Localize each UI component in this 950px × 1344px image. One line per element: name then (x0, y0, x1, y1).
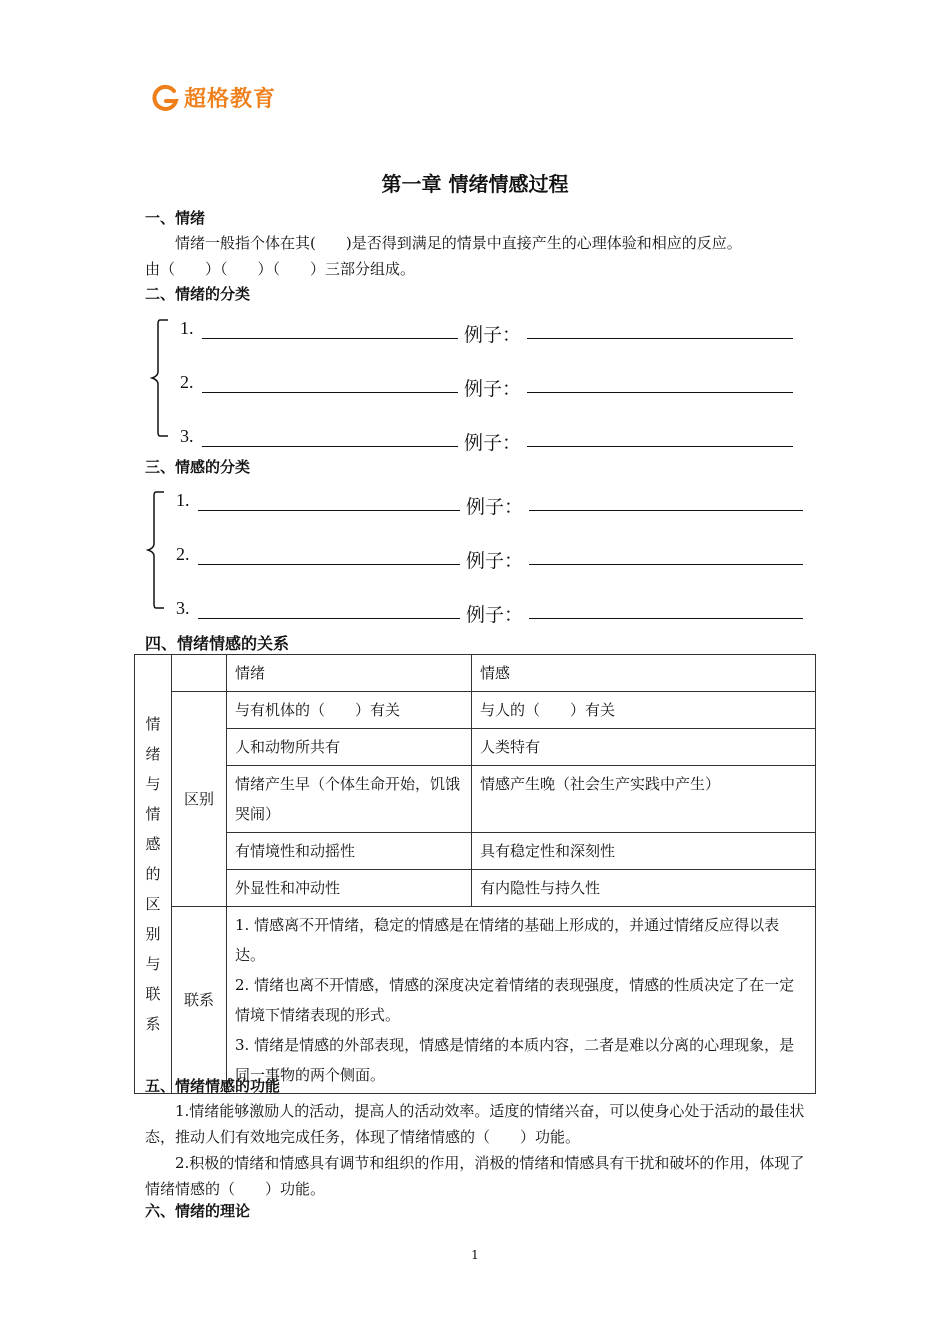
brace-icon (142, 490, 168, 612)
example-label: 例子： (466, 604, 524, 626)
feeling-cell: 人类特有 (472, 729, 816, 766)
table-header-row (135, 655, 816, 692)
link-item-2: 2. 情绪也离不开情感，情感的深度决定着情绪的表现强度，情感的性质决定了在一定情境下情绪表现的形式。 (235, 976, 795, 1024)
section-3-heading: 三、情感的分类 (145, 458, 251, 476)
item-number: 2. (176, 544, 190, 564)
feeling-class-row-1 (176, 484, 803, 518)
link-item-3: 3. 情绪是情感的外部表现，情感是情绪的本质内容，二者是难以分离的心理现象，是同一事物的两个侧面。 (235, 1036, 795, 1084)
side-char: 情 (145, 805, 161, 823)
feeling-cell: 具有稳定性和深刻性 (472, 833, 816, 870)
example-label: 例子： (464, 378, 522, 400)
section-1-heading: 一、情绪 (145, 209, 206, 227)
item-number: 3. (176, 598, 190, 618)
example-label: 例子： (464, 432, 522, 454)
blank-line[interactable] (198, 509, 460, 511)
feeling-cell: 有内隐性与持久性 (472, 870, 816, 907)
side-char: 联 (145, 985, 161, 1003)
section-5-heading: 五、情绪情感的功能 (145, 1077, 281, 1095)
side-char: 绪 (145, 745, 161, 763)
feeling-cell: 与人的（ ）有关 (472, 692, 816, 729)
link-label: 联系 (172, 907, 227, 1094)
blank-line[interactable] (527, 445, 793, 447)
blank-line[interactable] (529, 509, 803, 511)
item-number: 1. (180, 318, 194, 338)
side-char: 别 (145, 925, 161, 943)
example-label: 例子： (466, 496, 524, 518)
col-header-emotion: 情绪 (227, 655, 472, 692)
section-4-heading: 四、情绪情感的关系 (145, 634, 290, 653)
feeling-class-row-3 (176, 592, 803, 626)
blank-line[interactable] (202, 391, 458, 393)
section-2-heading: 二、情绪的分类 (145, 285, 251, 303)
emotion-cell: 人和动物所共有 (227, 729, 472, 766)
emotion-class-row-1 (180, 312, 793, 346)
brand-name: 超格教育 (184, 87, 277, 112)
example-label: 例子： (466, 550, 524, 572)
side-char: 与 (145, 775, 161, 793)
brand-logo (150, 82, 276, 113)
item-number: 1. (176, 490, 190, 510)
section-5-paragraph-2: 2.积极的情绪和情感具有调节和组织的作用，消极的情绪和情感具有干扰和破坏的作用，体现了情绪情感的（ ）功能。 (145, 1154, 805, 1198)
blank-line[interactable] (527, 391, 793, 393)
emotion-class-row-3 (180, 420, 793, 454)
link-content-cell (227, 907, 816, 1094)
side-char: 系 (145, 1015, 161, 1033)
blank-line[interactable] (198, 617, 460, 619)
side-char: 与 (145, 955, 161, 973)
emotion-cell: 外显性和冲动性 (227, 870, 472, 907)
blank-line[interactable] (202, 445, 458, 447)
side-char: 的 (145, 865, 161, 883)
relation-table (134, 654, 816, 1094)
link-item-1: 1. 情感离不开情绪，稳定的情感是在情绪的基础上形成的，并通过情绪反应得以表达。 (235, 916, 780, 964)
blank-line[interactable] (529, 617, 803, 619)
side-char: 感 (145, 835, 161, 853)
feeling-cell: 情感产生晚（社会生产实践中产生） (472, 766, 816, 833)
section-5-paragraph-1: 1.情绪能够激励人的活动，提高人的活动效率。适度的情绪兴奋，可以使身心处于活动的最佳状态，推动人们有效地完成任务，体现了情绪情感的（ ）功能。 (145, 1102, 805, 1146)
blank-line[interactable] (527, 337, 793, 339)
emotion-cell: 情绪产生早（个体生命开始，饥饿哭闹） (227, 766, 472, 833)
table-row (135, 766, 816, 833)
table-row-link (135, 907, 816, 1094)
page-title: 第一章 情绪情感过程 (381, 172, 569, 196)
section-1-paragraph-2: 由（ ）（ ）（ ）三部分组成。 (145, 260, 416, 278)
section-1-paragraph-1: 情绪一般指个体在其( )是否得到满足的情景中直接产生的心理体验和相应的反应。 (175, 234, 742, 252)
table-row (135, 692, 816, 729)
table-row (135, 729, 816, 766)
emotion-cell: 与有机体的（ ）有关 (227, 692, 472, 729)
col-header-feeling: 情感 (472, 655, 816, 692)
section-6-heading: 六、情绪的理论 (145, 1202, 251, 1220)
feeling-class-row-2 (176, 538, 803, 572)
blank-line[interactable] (529, 563, 803, 565)
table-row (135, 833, 816, 870)
emotion-cell: 有情境性和动摇性 (227, 833, 472, 870)
page-number: 1 (471, 1248, 479, 1262)
item-number: 2. (180, 372, 194, 392)
blank-line[interactable] (202, 337, 458, 339)
brace-icon (146, 318, 172, 440)
item-number: 3. (180, 426, 194, 446)
emotion-class-row-2 (180, 366, 793, 400)
table-row (135, 870, 816, 907)
empty-header-cell (172, 655, 227, 692)
blank-line[interactable] (198, 563, 460, 565)
example-label: 例子： (464, 324, 522, 346)
side-char: 情 (145, 715, 161, 733)
side-char: 区 (145, 895, 161, 913)
side-label-cell (135, 655, 172, 1094)
brand-g-icon (150, 83, 180, 113)
diff-label: 区别 (172, 692, 227, 907)
